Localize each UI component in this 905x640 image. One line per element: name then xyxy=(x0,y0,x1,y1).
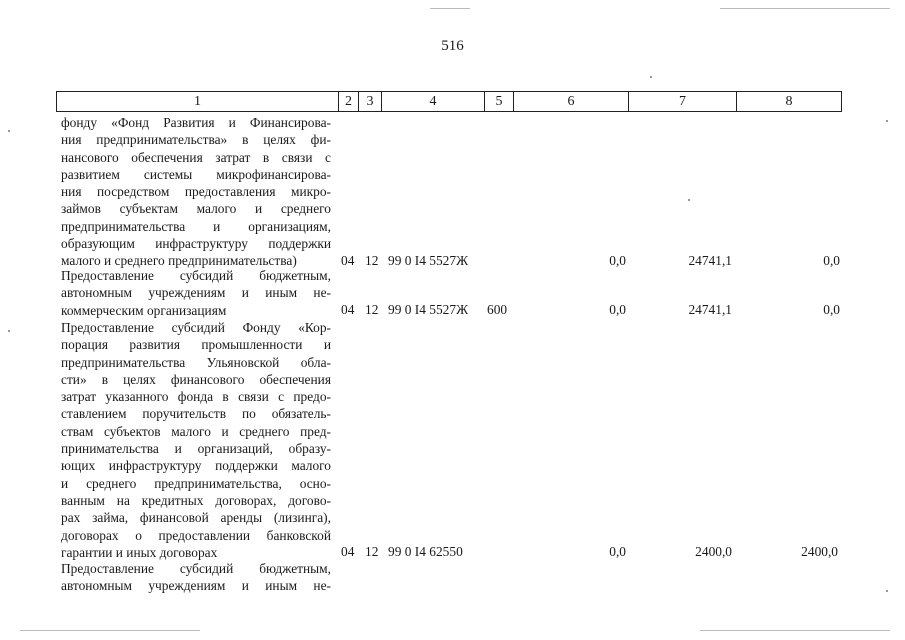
description-line: ванным на кредитных договорах, догово- xyxy=(61,492,331,508)
header-col-1: 1 xyxy=(57,92,339,111)
row-2-c6: 0,0 xyxy=(609,302,626,317)
description-line: принимательства и организаций, образу- xyxy=(61,441,331,457)
header-col-7: 7 xyxy=(629,92,737,111)
scan-dot xyxy=(688,199,690,201)
description-line: развитием системы микрофинансирова- xyxy=(61,166,331,182)
description-line: ствам субъектов малого и среднего пред- xyxy=(61,423,331,439)
table-header xyxy=(56,91,842,112)
description-line: ставлением поручительств по обязатель- xyxy=(61,406,331,422)
description-line: фонду «Фонд Развития и Финансирова- xyxy=(61,115,331,130)
scan-dot xyxy=(8,330,10,332)
scan-noise-bottom-right xyxy=(700,630,890,631)
row-3-c8: 2400,0 xyxy=(801,544,838,559)
description-line: нансового обеспечения затрат в связи с xyxy=(61,149,331,165)
scan-noise-top-right xyxy=(720,8,890,9)
row-1-c8: 0,0 xyxy=(823,253,840,268)
scan-dot xyxy=(886,120,888,122)
header-col-6: 6 xyxy=(514,92,629,111)
description-line: ния предпринимательства» в целях фи- xyxy=(61,132,331,148)
header-col-4: 4 xyxy=(382,92,485,111)
scan-dot xyxy=(8,130,10,132)
description-line: рах займа, финансовой аренды (лизинга), xyxy=(61,510,331,526)
description-line: ющих инфраструктуру поддержки малого xyxy=(61,458,331,474)
header-col-8: 8 xyxy=(785,94,793,109)
description-line: порация развития промышленности и xyxy=(61,337,331,353)
scan-noise-top xyxy=(430,8,470,9)
description-line: коммерческим организациям xyxy=(61,302,227,318)
description-line: предпринимательства и организациям, xyxy=(61,218,331,234)
table-row-4-description xyxy=(61,560,331,595)
description-line: автономным учреждениям и иным не- xyxy=(61,578,331,594)
row-2-c2: 04 xyxy=(341,302,355,317)
row-1-c6: 0,0 xyxy=(609,253,626,268)
description-line: предпринимательства Ульяновской обла- xyxy=(61,354,331,370)
row-1-c7: 24741,1 xyxy=(688,253,732,268)
description-line: сти» в целях финансового обеспечения xyxy=(61,371,331,387)
row-2-c5: 600 xyxy=(487,302,508,317)
row-1-c2: 04 xyxy=(341,253,355,268)
description-line: образующим инфраструктуру поддержки xyxy=(61,236,331,252)
header-col-5: 5 xyxy=(485,92,514,111)
row-3-c6: 0,0 xyxy=(609,544,626,559)
table-row-2-description xyxy=(61,267,331,319)
table-row-1-description xyxy=(61,114,331,270)
header-col-2: 2 xyxy=(339,92,359,111)
row-3-c7: 2400,0 xyxy=(695,544,732,559)
description-line: гарантии и иных договорах xyxy=(61,544,218,560)
row-2-c4: 99 0 I4 5527Ж xyxy=(388,302,469,317)
row-2-c7: 24741,1 xyxy=(688,302,732,317)
row-2-c8: 0,0 xyxy=(823,302,840,317)
page-number: 516 xyxy=(441,38,464,54)
description-line: Предоставление субсидий бюджетным, xyxy=(61,561,331,576)
description-line: Предоставление субсидий Фонду «Кор- xyxy=(61,320,331,335)
description-line: затрат указанного фонда в связи с предо- xyxy=(61,389,331,405)
header-col-3: 3 xyxy=(359,92,382,111)
description-line: займов субъектам малого и среднего xyxy=(61,201,331,217)
description-line: и среднего предпринимательства, осно- xyxy=(61,475,331,491)
scan-noise-bottom-left xyxy=(20,630,200,631)
description-line: Предоставление субсидий бюджетным, xyxy=(61,268,331,283)
scan-dot xyxy=(650,76,652,78)
row-2-c3: 12 xyxy=(365,302,379,317)
row-1-c4: 99 0 I4 5527Ж xyxy=(388,253,469,268)
row-3-c4: 99 0 I4 62550 xyxy=(388,544,463,559)
row-3-c2: 04 xyxy=(341,544,355,559)
row-1-c3: 12 xyxy=(365,253,379,268)
scan-dot xyxy=(886,590,888,592)
table-row-3-description xyxy=(61,319,331,561)
row-3-c3: 12 xyxy=(365,544,379,559)
description-line: малого и среднего предпринимательства) xyxy=(61,253,297,269)
description-line: договорах о предоставлении банковской xyxy=(61,527,331,543)
description-line: автономным учреждениям и иным не- xyxy=(61,285,331,301)
description-line: ния посредством предоставления микро- xyxy=(61,184,331,200)
